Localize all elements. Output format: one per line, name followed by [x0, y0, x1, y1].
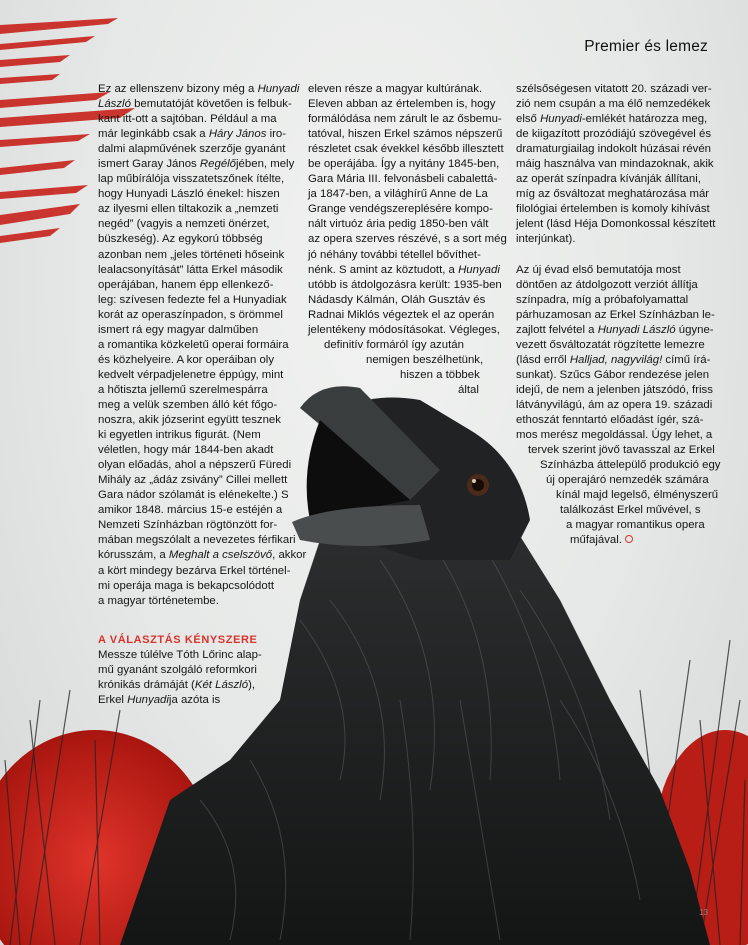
text-line: Ez az ellenszenv bizony még a Hunyadi — [98, 83, 300, 95]
text-line: noszra, akik józserint együtt tesznek — [98, 414, 281, 427]
text-column-1 — [98, 82, 306, 708]
text-line: zió nem csupán a ma élő nemzedékek — [516, 98, 711, 111]
text-line: találkozást Erkel művével, s — [560, 504, 701, 517]
text-line: ki egyetlen intrikus figurát. (Nem — [98, 429, 261, 442]
text-line: zajlott felvétel a Hunyadi László úgyne- — [516, 323, 714, 336]
text-line: mi operája maga is bekapcsolódott — [98, 579, 275, 592]
text-line: Erkel Hunyadija azóta is — [98, 693, 221, 706]
text-line: jó néhány további tétellel bővíthet- — [308, 248, 481, 261]
text-line: már leginkább csak a Háry János iro- — [98, 128, 287, 141]
text-line: leg: szívesen fedezte fel a Hunyadiak — [98, 293, 287, 306]
text-line: jelent (lásd Héja Domonkossal készített — [516, 218, 716, 231]
text-line: az opera szerves részévé, s a sort még — [308, 233, 507, 246]
text-line: kínál majd legelső, élményszerű — [556, 489, 719, 502]
text-line: mű gyanánt szolgáló reformkori — [98, 663, 257, 676]
text-line: olyan előadás, ahol a népszerű Füredi — [98, 459, 292, 472]
text-line: Grange vendégszereplésére kompo- — [308, 203, 493, 216]
text-line: tervek szerint jövő tavasszal az Erkel — [528, 444, 715, 457]
text-line: negéd” (vagyis a nemzeti önérzet, — [98, 218, 270, 231]
text-line: kedvelt vérpadjelenetre éppúgy, mint — [98, 368, 284, 381]
text-line: amikor 1848. március 15-e estéjén a — [98, 504, 283, 517]
text-line: véletlen, hogy már 1844-ben akadt — [98, 444, 274, 457]
text-line: a magyar romantikus opera — [566, 519, 705, 532]
text-line: be operájába. Így a nyitány 1845-ben, — [308, 158, 500, 171]
text-line: műfajával. — [516, 533, 720, 548]
section-title: Premier és lemez — [584, 38, 708, 55]
text-line: dramaturgiailag indokolt húzásai révén — [516, 143, 712, 156]
text-line: Az új évad első bemutatója most — [516, 263, 681, 276]
text-line: látványvilágú, ám az opera 19. századi — [516, 398, 713, 411]
text-line: és közhelyeire. A kor operáiban oly — [98, 353, 275, 366]
text-line: ismert rá egy magyar dalműben — [98, 323, 259, 336]
text-line: új operajáró nemzedék számára — [546, 474, 709, 487]
text-line: Nemzeti Színházban rögtönzött for- — [98, 519, 278, 532]
text-line: Színházba áttelepülő produkció egy — [540, 459, 721, 472]
text-line: eleven része a magyar kultúrának. — [308, 83, 483, 95]
text-line: definitív formáról így azután — [324, 338, 464, 351]
text-line: Radnai Miklós végeztek el az operán — [308, 308, 495, 321]
page-number: 13 — [699, 908, 708, 917]
text-line: László bemutatóját követően is felbuk- — [98, 98, 292, 111]
text-line: operájában, hanem épp ellenkező- — [98, 278, 274, 291]
text-line: ismert Garay János Regélőjében, mely — [98, 158, 295, 171]
text-line: nált virtuóz ária pedig 1850-ben vált — [308, 218, 489, 231]
text-line: utóbb is átdolgozásra került: 1935-ben — [308, 278, 502, 291]
text-line: a hőtiszta jellemű szerelmespárra — [98, 383, 268, 396]
text-line — [516, 248, 720, 263]
text-line: formálódása nem zárult le az ősbemu- — [308, 113, 502, 126]
text-line: által — [458, 383, 479, 396]
text-line: mos merész megoldással. Úgy lehet, a — [516, 429, 713, 442]
text-line: büszkeség). Az egykorú többség — [98, 233, 263, 246]
text-line: korát az operaszínpadon, s örömmel — [98, 308, 283, 321]
text-line: a romantika közkeletű operai formáira — [98, 338, 289, 351]
text-line: Nádasdy Kálmán, Oláh Gusztáv és — [308, 293, 486, 306]
text-line: Messze túlélve Tóth Lőrinc alap- — [98, 648, 262, 661]
text-line: szélsőségesen vitatott 20. századi ver- — [516, 83, 712, 95]
text-column-3 — [516, 82, 720, 548]
text-line: a magyar történetembe. — [98, 594, 219, 607]
text-line: Eleven abban az értelemben is, hogy — [308, 98, 496, 111]
text-line: lealacsonyítását” látta Erkel második — [98, 263, 283, 276]
text-line: ethoszát fenntartó előadást ígér, szá- — [516, 413, 704, 426]
text-line: sunkat). Szűcs Gábor rendezése jelen — [516, 368, 710, 381]
text-line: párhuzamosan az Erkel Színházban le- — [516, 308, 715, 321]
text-line: (lásd erről Halljad, nagyvilág! című írá- — [516, 353, 711, 366]
text-line: filológiai értelemben is komoly kihívást — [516, 203, 710, 216]
text-line: míg az ősváltozat meghatározása már — [516, 188, 710, 201]
text-line: idejű, de nem a jelenben játszódó, friss — [516, 383, 713, 396]
text-line: meg a velük szemben álló két főgo- — [98, 398, 278, 411]
text-line: az ilyesmi ellen tiltakozik a „nemzeti — [98, 203, 279, 216]
text-line: azonban nem „jeles történeti hőseink — [98, 248, 285, 261]
text-line: vezett ősváltozatát rögzítette lemezre — [516, 338, 705, 351]
text-line: ja 1847-ben, a világhírű Anne de La — [308, 188, 488, 201]
text-line: Mihály az „ádáz zsivány” Cillei mellett — [98, 474, 288, 487]
text-line: nemigen beszélhetünk, — [366, 353, 484, 366]
text-line: hogy Hunyadi László énekel: hiszen — [98, 188, 280, 201]
text-line: a kört mindegy bezárva Erkel történel- — [98, 564, 291, 577]
text-line: első Hunyadi-emlékét határozza meg, — [516, 113, 708, 126]
text-line: részletet csak évekkel később illesztett — [308, 143, 504, 156]
text-line: színpadra, míg a próbafolyamattal — [516, 293, 689, 306]
subhead: A VÁLASZTÁS KÉNYSZERE — [98, 633, 258, 646]
text-line: hiszen a többek — [400, 368, 480, 381]
text-line: mában megszólalt a nevezetes férfikari — [98, 534, 296, 547]
text-line: máig használva van mindazoknak, akik — [516, 158, 714, 171]
text-line: döntően az átdolgozott verziót állítja — [516, 278, 698, 291]
text-line: lap műbírálója visszatetszőnek ítélte, — [98, 173, 285, 186]
text-line: interjúnkat). — [516, 233, 576, 246]
text-line: Gara nádor szólamát is elénekelte.) S — [98, 489, 289, 502]
text-line: az operát színpadra kívánják állítani, — [516, 173, 701, 186]
text-line: krónikás drámáját (Két László), — [98, 678, 256, 691]
text-column-2 — [308, 82, 507, 398]
text-line: kant itt-ott a sajtóban. Például a ma — [98, 113, 277, 126]
text-line: de kiigazított prozódiájú szövegével és — [516, 128, 712, 141]
text-line: Gara Mária III. felvonásbeli cabalettá- — [308, 173, 498, 186]
text-line: kórusszám, a Meghalt a cselszövő, akkor — [98, 549, 307, 562]
end-mark-icon — [625, 535, 633, 543]
text-line: tatóval, hiszen Erkel számos népszerű — [308, 128, 503, 141]
text-line: nénk. S amint az köztudott, a Hunyadi — [308, 263, 500, 276]
text-line: jelentékeny módosításokat. Végleges, — [308, 323, 500, 336]
text-line: dalmi alapművének szerzője gyanánt — [98, 143, 286, 156]
